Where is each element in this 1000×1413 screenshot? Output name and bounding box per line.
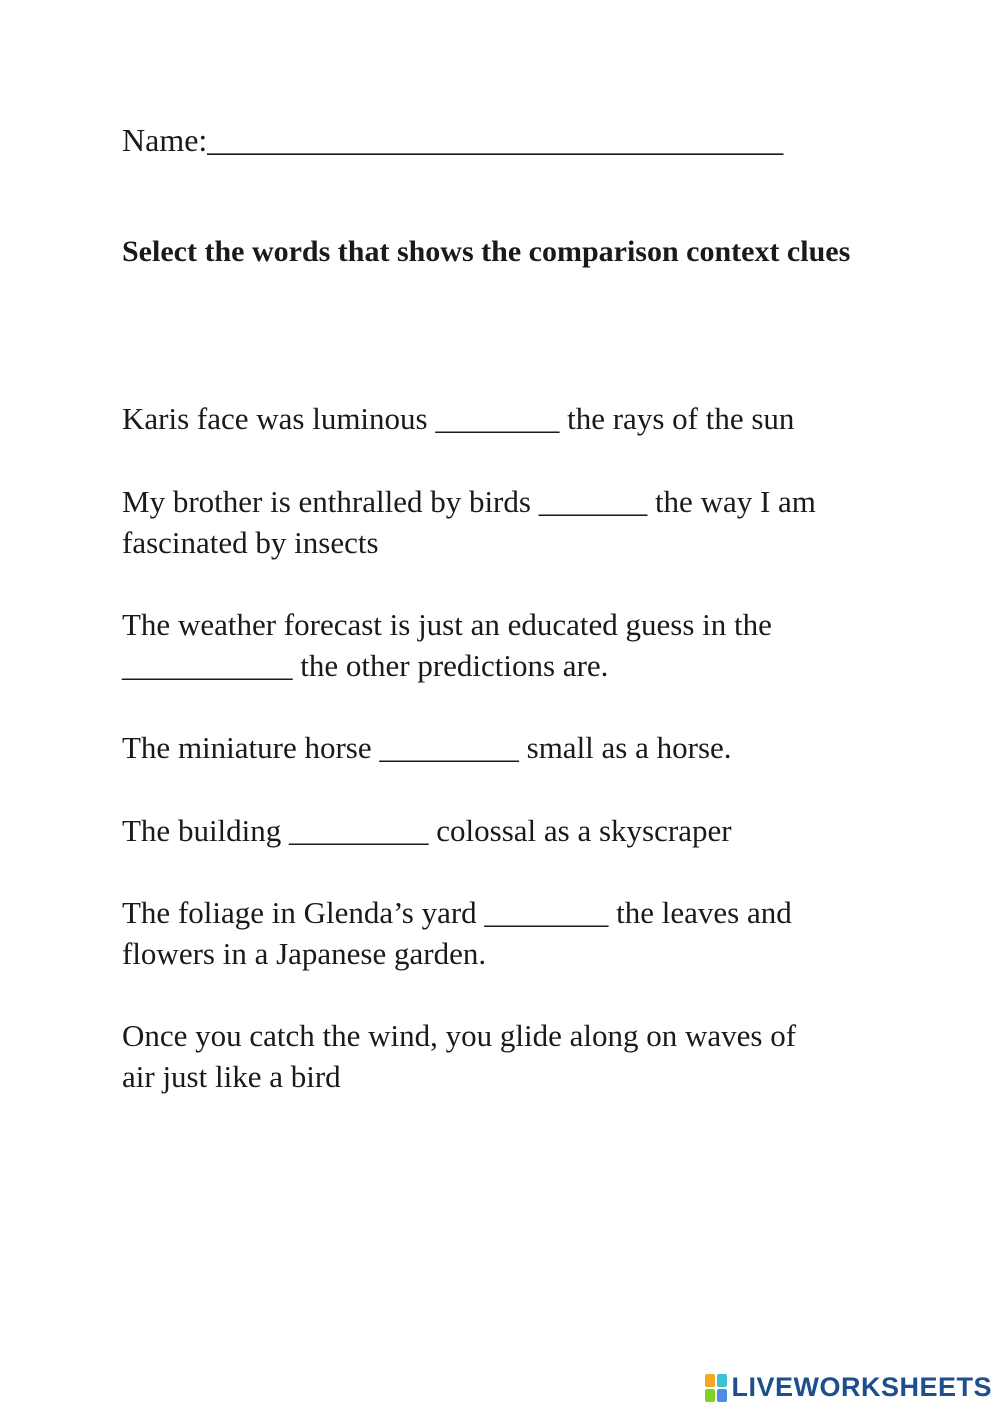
question-4-line-1: The miniature horse _________ small as a horse.	[122, 730, 732, 765]
question-2-line-2: fascinated by insects	[122, 525, 379, 560]
question-3-line-2: ___________ the other predictions are.	[122, 648, 609, 683]
question-6-line-1: The foliage in Glenda’s yard ________ the leaves and	[122, 895, 792, 930]
question-5-line-1: The building _________ colossal as a skyscraper	[122, 813, 732, 848]
question-3-line-1: The weather forecast is just an educated guess in the	[122, 607, 772, 642]
question-6-line-2: flowers in a Japanese garden.	[122, 936, 487, 971]
question-7-line-1: Once you catch the wind, you glide along on waves of	[122, 1018, 797, 1053]
question-1-line-1: Karis face was luminous ________ the rays of the sun	[122, 401, 795, 436]
question-2-line-1: My brother is enthralled by birds _______ the way I am	[122, 484, 816, 519]
logo-text: LIVEWORKSHEETS	[731, 1372, 992, 1402]
liveworksheets-logo	[705, 1372, 992, 1403]
name-field-label: Name:____________________________________	[122, 122, 784, 158]
question-7-line-2: air just like a bird	[122, 1059, 341, 1094]
instruction-heading: Select the words that shows the comparison context clues	[122, 235, 851, 268]
liveworksheets-logo-icon	[705, 1374, 727, 1402]
